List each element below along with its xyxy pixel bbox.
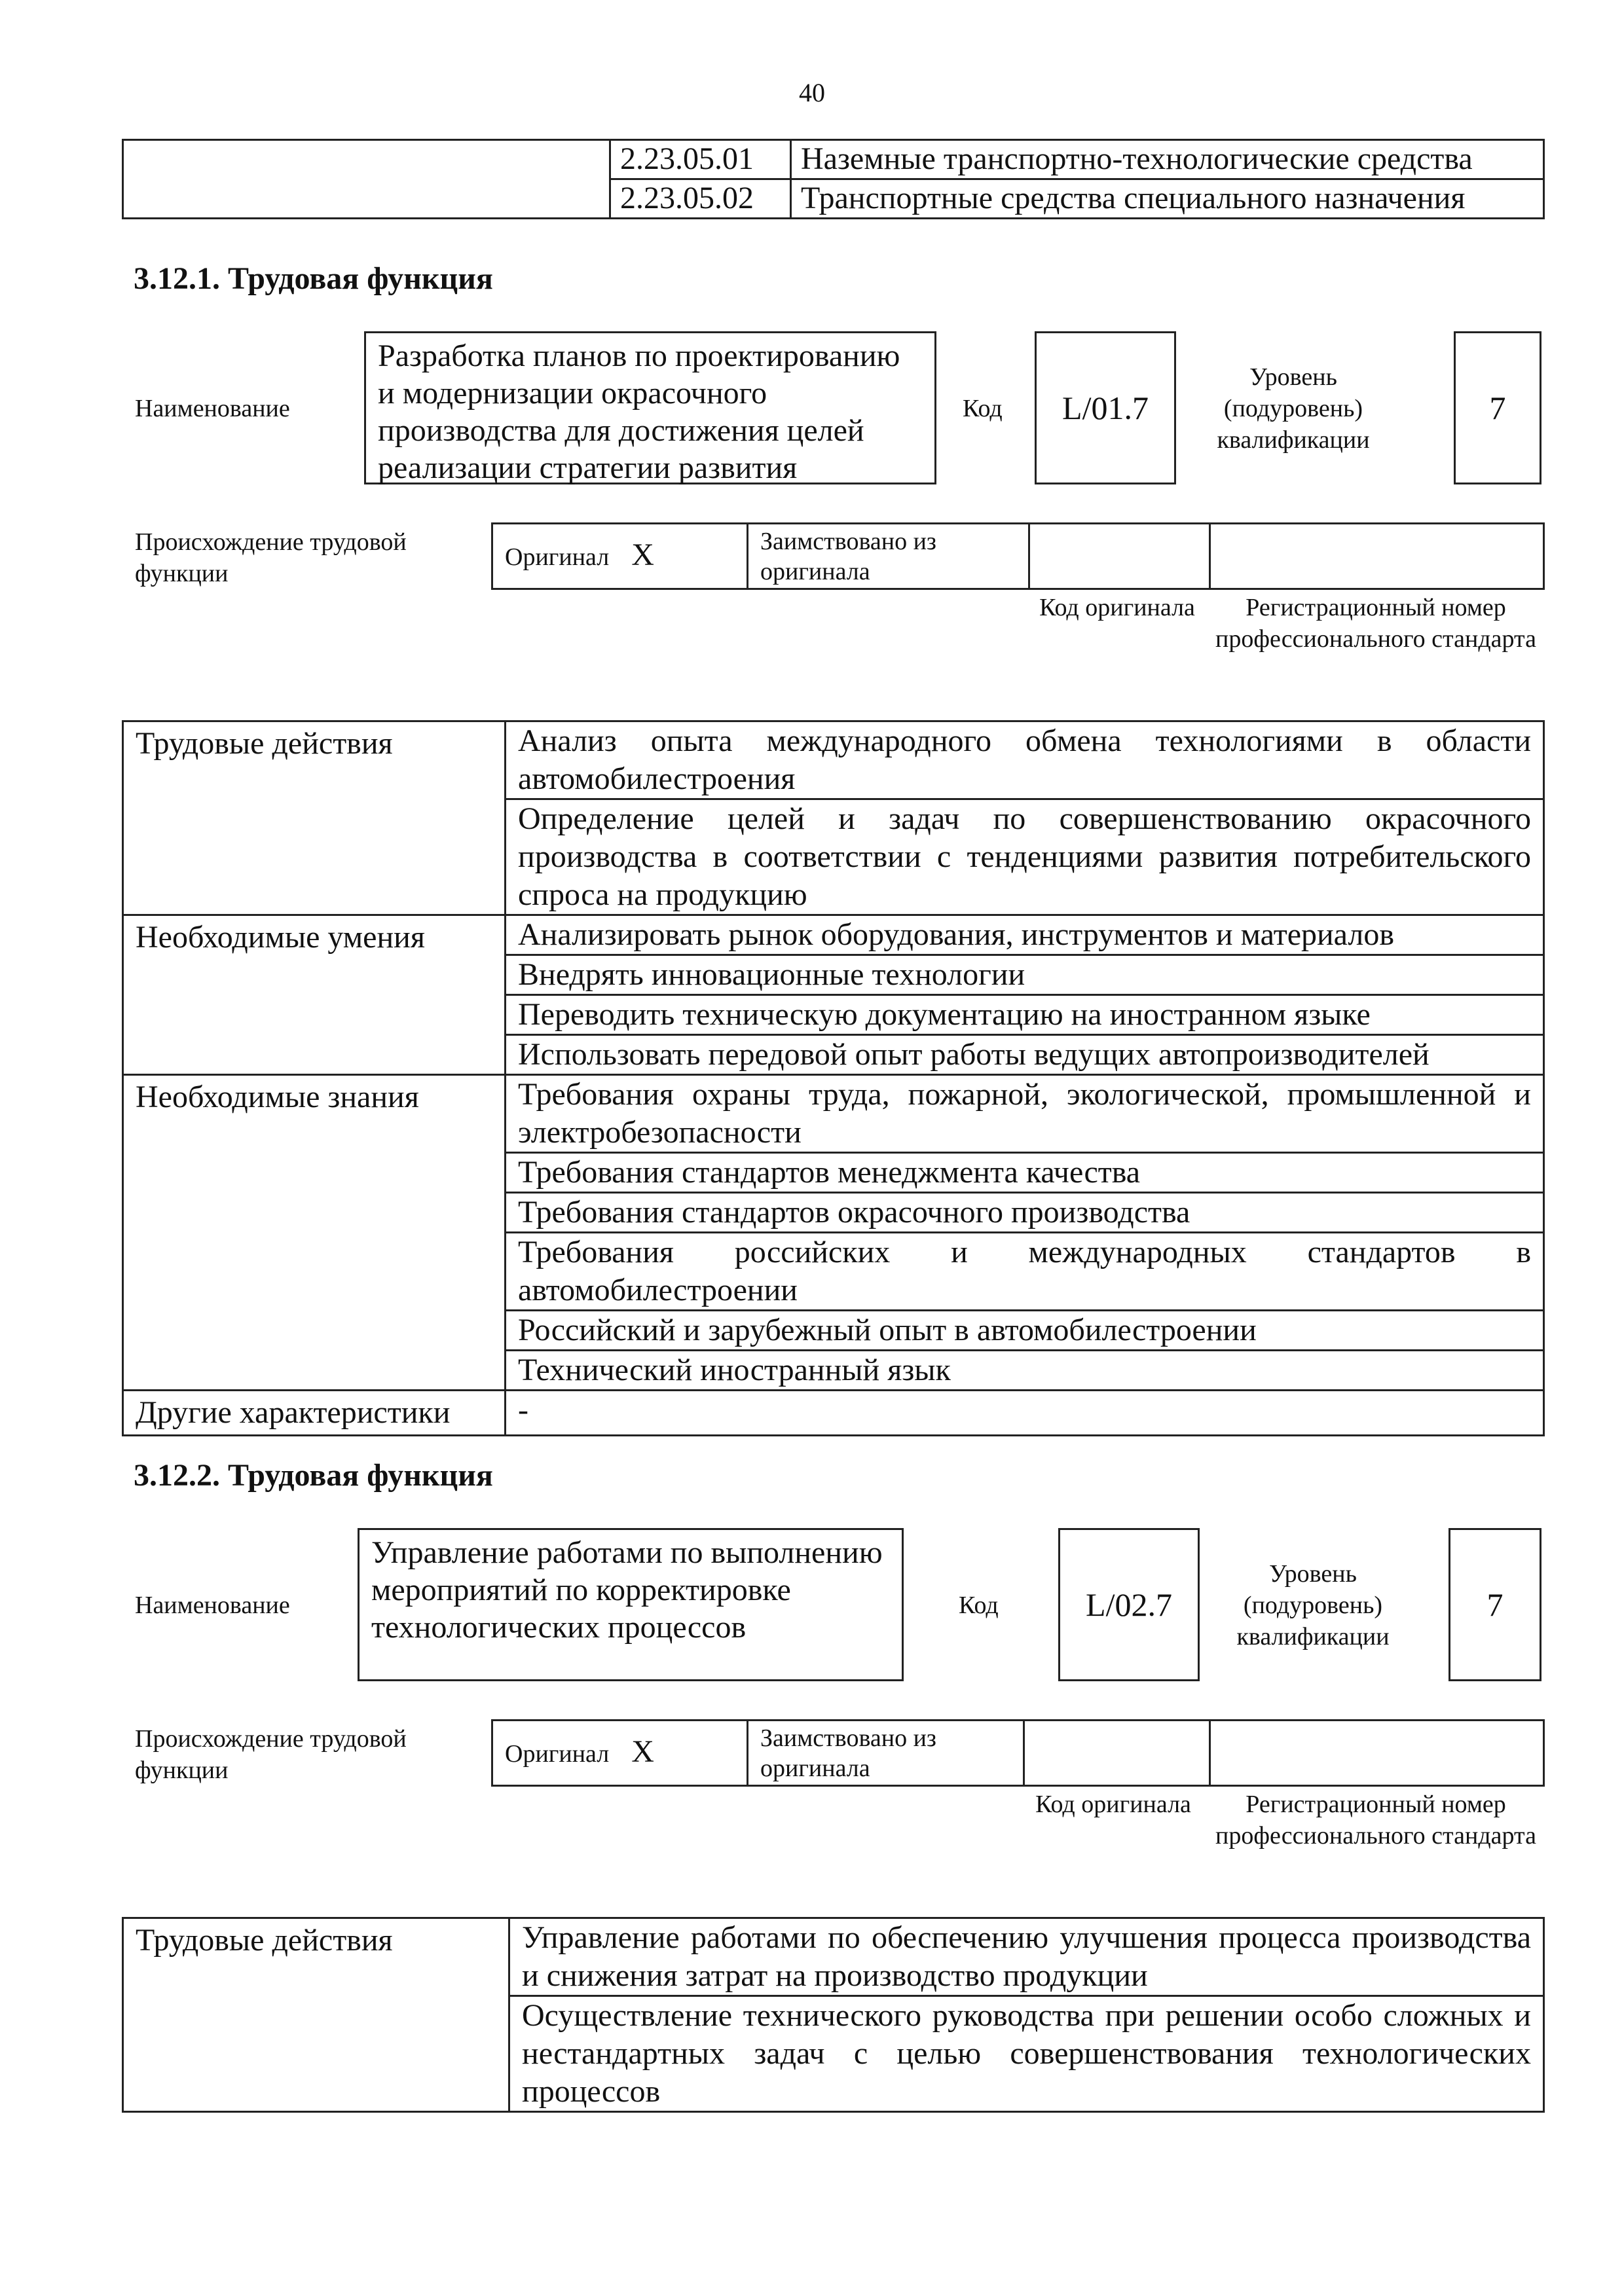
reg-number-caption: Регистрационный номер профессионального стандарта — [1215, 594, 1536, 653]
original-label: Оригинал — [505, 543, 610, 571]
skills-label: Необходимые умения — [123, 915, 506, 1075]
knowledge-item: Требования охраны труда, пожарной, экологической, промышленной и электробезопасности — [506, 1075, 1544, 1153]
code-label: Код — [959, 1592, 999, 1619]
tf2-name-box: Управление работами по выполнению мероприятий по корректировке технологических процессов — [358, 1528, 904, 1681]
original-code-cell — [1024, 1721, 1210, 1786]
tf2-code-box: L/02.7 — [1058, 1528, 1200, 1681]
original-cell — [492, 524, 748, 589]
labor-action-item: Определение целей и задач по совершенствованию окрасочного производства в соответствии с тенденциями развития потребительского спроса на продукцию — [506, 799, 1544, 915]
original-code-caption: Код оригинала — [1035, 1791, 1191, 1818]
specialty-name: Транспортные средства специального назначения — [791, 179, 1544, 219]
empty-cell — [123, 140, 610, 219]
knowledge-item: Требования российских и международных стандартов в автомобилестроении — [506, 1233, 1544, 1311]
reg-number-cell — [1210, 524, 1544, 589]
name-label: Наименование — [135, 395, 290, 422]
specialty-name: Наземные транспортно-технологические средства — [791, 140, 1544, 179]
reg-number-cell — [1210, 1721, 1544, 1786]
table-row — [123, 1391, 1544, 1436]
table-row — [123, 1075, 1544, 1153]
borrowed-cell: Заимствовано из оригинала — [748, 1721, 1024, 1786]
origin-label: Происхождение трудовой функции — [135, 528, 407, 587]
original-label: Оригинал — [505, 1740, 610, 1768]
tf2-level-box: 7 — [1449, 1528, 1541, 1681]
page-number: 40 — [799, 78, 825, 107]
table-row — [123, 721, 1544, 799]
tf1-level-box: 7 — [1454, 331, 1541, 484]
skill-item: Внедрять инновационные технологии — [506, 955, 1544, 995]
code-label: Код — [963, 395, 1003, 422]
knowledge-item: Российский и зарубежный опыт в автомобилестроении — [506, 1311, 1544, 1351]
skill-item: Использовать передовой опыт работы ведущих автопроизводителей — [506, 1035, 1544, 1075]
knowledge-label: Необходимые знания — [123, 1075, 506, 1391]
skill-item: Анализировать рынок оборудования, инструментов и материалов — [506, 915, 1544, 955]
section-heading-tf1: 3.12.1. Трудовая функция — [134, 261, 493, 296]
tf1-name-box: Разработка планов по проектированию и модернизации окрасочного производства для достижения целей реализации стратегии развития — [364, 331, 936, 484]
original-cell — [492, 1721, 748, 1786]
level-label: Уровень (подуровень) квалификации — [1236, 1560, 1390, 1650]
other-label: Другие характеристики — [123, 1391, 506, 1436]
knowledge-item: Технический иностранный язык — [506, 1351, 1544, 1391]
section-heading-tf2: 3.12.2. Трудовая функция — [134, 1458, 493, 1493]
origin-table — [491, 522, 1545, 590]
labor-action-item: Управление работами по обеспечению улучшения процесса производства и снижения затрат на производство продукции — [509, 1918, 1544, 1996]
skill-item: Переводить техническую документацию на иностранном языке — [506, 995, 1544, 1035]
labor-actions-label: Трудовые действия — [123, 1918, 509, 2112]
original-mark: X — [631, 1734, 654, 1769]
name-label: Наименование — [135, 1592, 290, 1619]
reg-number-caption: Регистрационный номер профессионального стандарта — [1215, 1791, 1536, 1850]
table-row — [123, 1918, 1544, 1996]
tf1-code-box: L/01.7 — [1035, 331, 1176, 484]
table-row — [492, 1721, 1544, 1786]
labor-actions-label: Трудовые действия — [123, 721, 506, 915]
other-value: - — [506, 1391, 1544, 1436]
tf2-details-table — [122, 1917, 1545, 2113]
knowledge-item: Требования стандартов окрасочного производства — [506, 1193, 1544, 1233]
specialties-table — [122, 139, 1545, 219]
table-row — [123, 915, 1544, 955]
knowledge-item: Требования стандартов менеджмента качества — [506, 1153, 1544, 1193]
table-row — [123, 140, 1544, 179]
origin-table — [491, 1719, 1545, 1787]
level-label: Уровень (подуровень) квалификации — [1217, 363, 1370, 454]
specialty-code: 2.23.05.01 — [610, 140, 791, 179]
tf1-details-table — [122, 720, 1545, 1436]
borrowed-cell: Заимствовано из оригинала — [748, 524, 1029, 589]
original-code-cell — [1029, 524, 1210, 589]
original-code-caption: Код оригинала — [1039, 594, 1195, 621]
labor-action-item: Осуществление технического руководства при решении особо сложных и нестандартных задач с целью совершенствования технологических процессов — [509, 1996, 1544, 2112]
origin-label: Происхождение трудовой функции — [135, 1725, 407, 1784]
table-row — [492, 524, 1544, 589]
specialty-code: 2.23.05.02 — [610, 179, 791, 219]
original-mark: X — [631, 538, 654, 572]
labor-action-item: Анализ опыта международного обмена технологиями в области автомобилестроения — [506, 721, 1544, 799]
